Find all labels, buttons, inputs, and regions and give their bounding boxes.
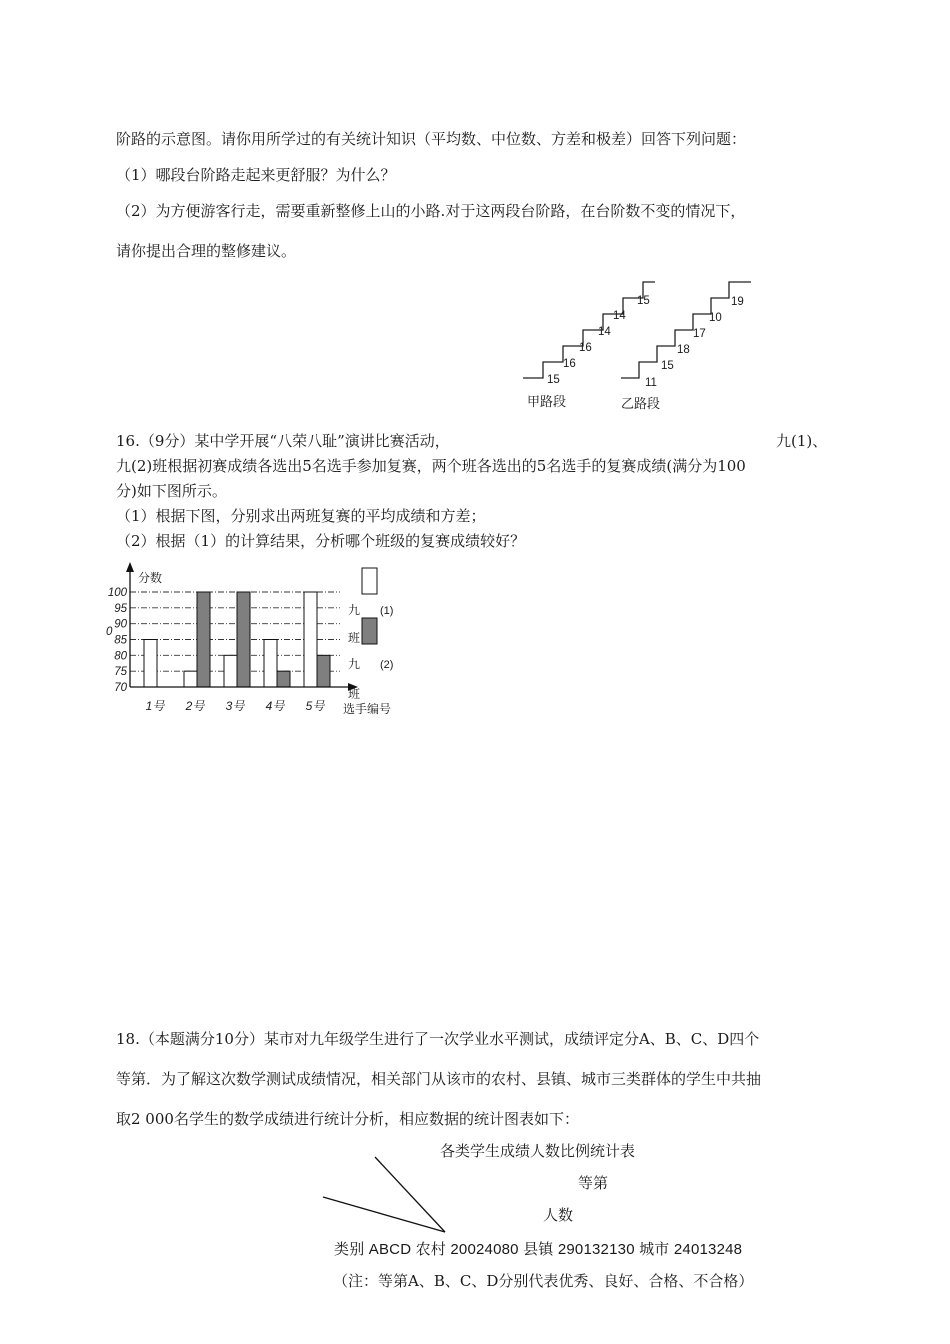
- legend-class2-sub: (2): [380, 659, 394, 671]
- jia-steps: [523, 282, 655, 378]
- q18-line2: 等第．为了解这次数学测试成绩情况，相关部门从该市的农村、县镇、城市三类群体的学生中共抽: [116, 1070, 762, 1088]
- yi-step-4-label: 17: [693, 328, 706, 340]
- x-tick-label: 3号: [225, 699, 245, 713]
- y-tick-label: 75: [114, 666, 127, 679]
- legend-ban-under-axis: 班: [348, 687, 361, 701]
- y-axis-label: 分数: [138, 571, 163, 585]
- jia-step-1-label: 15: [547, 374, 560, 386]
- bar-class2: [197, 592, 210, 687]
- staircase-diagram: [515, 275, 775, 415]
- chart-y-ticks: [108, 587, 128, 694]
- y-tick-misprint: 0: [106, 626, 113, 638]
- yi-road-label: 乙路段: [621, 396, 661, 411]
- bar-class1: [304, 592, 317, 687]
- legend-ban-1: 班: [348, 631, 361, 645]
- q16-line3: 分)如下图所示。: [116, 482, 227, 500]
- yi-step-1-label: 11: [645, 377, 657, 389]
- y-tick-label: 85: [114, 634, 127, 647]
- x-tick-label: 1号: [145, 699, 165, 713]
- legend-class1-sub: (1): [380, 605, 394, 617]
- jia-step-3-label: 16: [579, 342, 592, 354]
- q15-part2: （2）为方便游客行走，需要重新整修上山的小路.对于这两段台阶路，在台阶数不变的情况下，: [116, 202, 746, 220]
- x-tick-label: 5号: [305, 699, 325, 713]
- y-tick-label: 95: [114, 602, 127, 615]
- x-tick-label: 2号: [185, 699, 205, 713]
- q16-line2: 九(2)班根据初赛成绩各选出5名选手参加复赛，两个班各选出的5名选手的复赛成绩(满分为100: [116, 457, 746, 475]
- bar-class2: [277, 671, 290, 687]
- q16-part2: （2）根据（1）的计算结果，分析哪个班级的复赛成绩较好？: [116, 532, 526, 550]
- legend-class2-swatch: [362, 618, 377, 644]
- jia-step-2-label: 16: [563, 358, 576, 370]
- y-tick-label: 100: [107, 587, 127, 599]
- q18-note: （注：等第A、B、C、D分别代表优秀、良好、合格、不合格）: [333, 1272, 754, 1290]
- legend-jiu-1: 九: [348, 603, 361, 617]
- yi-step-6-label: 19: [731, 296, 744, 308]
- q18-table-row: 类别 ABCD 农村 20024080 县镇 290132130 城市 24013248: [334, 1241, 743, 1258]
- jia-step-4-label: 14: [598, 326, 611, 338]
- yi-step-3-label: 18: [677, 344, 690, 356]
- legend-jiu-2: 九: [348, 657, 361, 671]
- q18-line3: 取2 000名学生的数学成绩进行统计分析，相应数据的统计图表如下：: [116, 1110, 579, 1128]
- y-tick-label: 90: [114, 618, 127, 631]
- q18-table-title: 各类学生成绩人数比例统计表: [440, 1142, 636, 1160]
- x-axis-label: 选手编号: [343, 702, 392, 716]
- yi-step-5-label: 10: [709, 312, 722, 324]
- bar-class2: [237, 592, 250, 687]
- q16-line1: 16.（9分）某中学开展“八荣八耻”演讲比赛活动，: [116, 432, 450, 450]
- q18-header-rank: 等第: [578, 1174, 609, 1192]
- score-bar-chart: [100, 560, 420, 720]
- bar-class1: [224, 655, 237, 687]
- yi-step-2-label: 15: [661, 360, 674, 372]
- q16-part1: （1）根据下图，分别求出两班复赛的平均成绩和方差；: [116, 507, 486, 525]
- legend-class1-swatch: [362, 568, 377, 594]
- y-tick-label: 80: [114, 650, 127, 663]
- q15-part2-cont: 请你提出合理的整修建议。: [116, 242, 297, 260]
- jia-step-6-label: 15: [637, 295, 650, 307]
- bar-class1: [144, 640, 157, 688]
- y-tick-label: 70: [114, 682, 127, 694]
- x-tick-label: 4号: [265, 699, 285, 713]
- q16-line1-right: 九(1)、: [776, 432, 828, 450]
- table-diagonal-header-lines: [315, 1150, 465, 1240]
- bar-class1: [184, 671, 197, 687]
- q15-part1: （1）哪段台阶路走起来更舒服？为什么？: [116, 166, 396, 184]
- bar-class1: [264, 640, 277, 688]
- chart-x-ticks: [146, 699, 326, 713]
- jia-step-5-label: 14: [613, 310, 626, 322]
- y-axis-arrow: [126, 562, 134, 572]
- jia-road-label: 甲路段: [527, 394, 567, 409]
- bar-class2: [317, 655, 330, 687]
- q18-header-count: 人数: [543, 1206, 574, 1224]
- q18-line1: 18.（本题满分10分）某市对九年级学生进行了一次学业水平测试，成绩评定分A、B、C、D四个: [116, 1030, 760, 1048]
- q15-intro: 阶路的示意图。请你用所学过的有关统计知识（平均数、中位数、方差和极差）回答下列问题：: [116, 130, 747, 148]
